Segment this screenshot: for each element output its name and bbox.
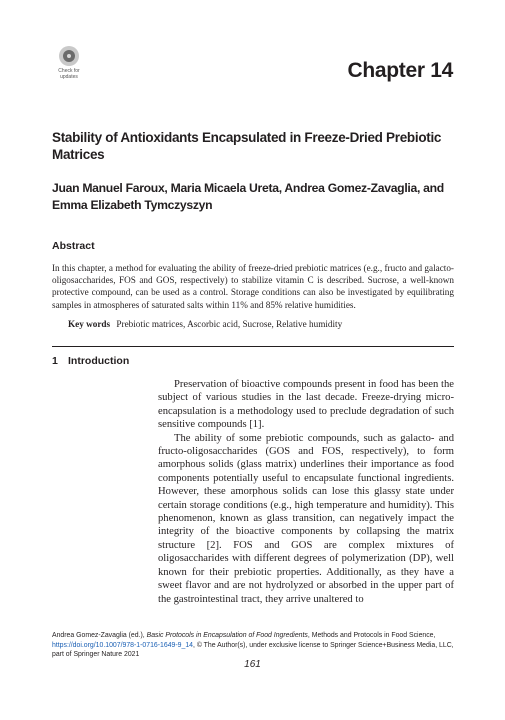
section-number: 1: [52, 355, 58, 367]
badge-line2: updates: [60, 74, 78, 80]
doi-link[interactable]: https://doi.org/10.1007/978-1-0716-1649-9_14: [52, 641, 193, 649]
body-text: [158, 378, 454, 606]
footnote-editors: Andrea Gomez-Zavaglia (ed.),: [52, 632, 147, 639]
section-divider: [52, 346, 454, 347]
abstract-heading: Abstract: [52, 240, 95, 252]
footnote-rights: , © The Author(s), under exclusive license to Springer Science+Business Media, LLC, part of Springer Nature 2021: [52, 641, 454, 659]
abstract-text: In this chapter, a method for evaluating the ability of freeze-dried prebiotic matrices (e.g., fructo and galacto-oligosaccharides, FOS and GOS, respectively) to stabilize vitamin C is described. Sucrose, a well-known protective compound, can be used as a control. Storage conditions can also be investigated by equilibrating samples in atmospheres of saturated salts within 11% and 85% relative humidities.: [52, 263, 454, 310]
footnote-series: , Methods and Protocols in Food Science,: [307, 632, 436, 639]
chapter-label: Chapter 14: [347, 59, 453, 82]
badge-line1: Check for: [58, 68, 80, 74]
badge-label: [52, 68, 86, 80]
body-paragraph-1: Preservation of bioactive compounds present in food has been the subject of various studies in the last decade. Freeze-drying micro-encapsulation is a methodology used to preclude degradation of such sensitive compounds [1].: [158, 379, 454, 431]
update-icon: [59, 46, 79, 66]
page-number: 161: [244, 659, 261, 670]
section-heading: Introduction: [68, 355, 130, 367]
keywords-text: Prebiotic matrices, Ascorbic acid, Sucrose, Relative humidity: [116, 319, 343, 329]
check-for-updates-badge[interactable]: [52, 46, 86, 86]
keywords: [68, 318, 468, 330]
body-paragraph-2: The ability of some prebiotic compounds, such as galacto- and fructo-oligosaccharides (GOS and FOS, respectively), to form amorphous solids (glass matrix) underlines their importance as food components potentially useful to encapsulate functional ingredients. However, these amorphous solids can lose this glassy state under certain storage conditions (e.g., high temperature and humidity). This phenomenon, known as glass transition, can negatively impact the integrity of the bioactive components by collapsing the matrix structure [2]. FOS and GOS are complex mixtures of oligosaccharides with different degrees of polymerization (DP), well known for their prebiotic properties. Additionally, as they have a sweet flavor and are not hydrolyzed or absorbed in the upper part of the gastrointestinal tract, they arrive unaltered to: [158, 432, 454, 605]
chapter-title: Stability of Antioxidants Encapsulated in Freeze-Dried Prebiotic Matrices: [52, 130, 442, 162]
keywords-label: Key words: [68, 319, 111, 329]
footnote: [52, 631, 462, 660]
footnote-book-title: Basic Protocols in Encapsulation of Food Ingredients: [146, 632, 308, 639]
author-list: Juan Manuel Faroux, Maria Micaela Ureta, Andrea Gomez-Zavaglia, and Emma Elizabeth Tymczyszyn: [52, 181, 444, 212]
